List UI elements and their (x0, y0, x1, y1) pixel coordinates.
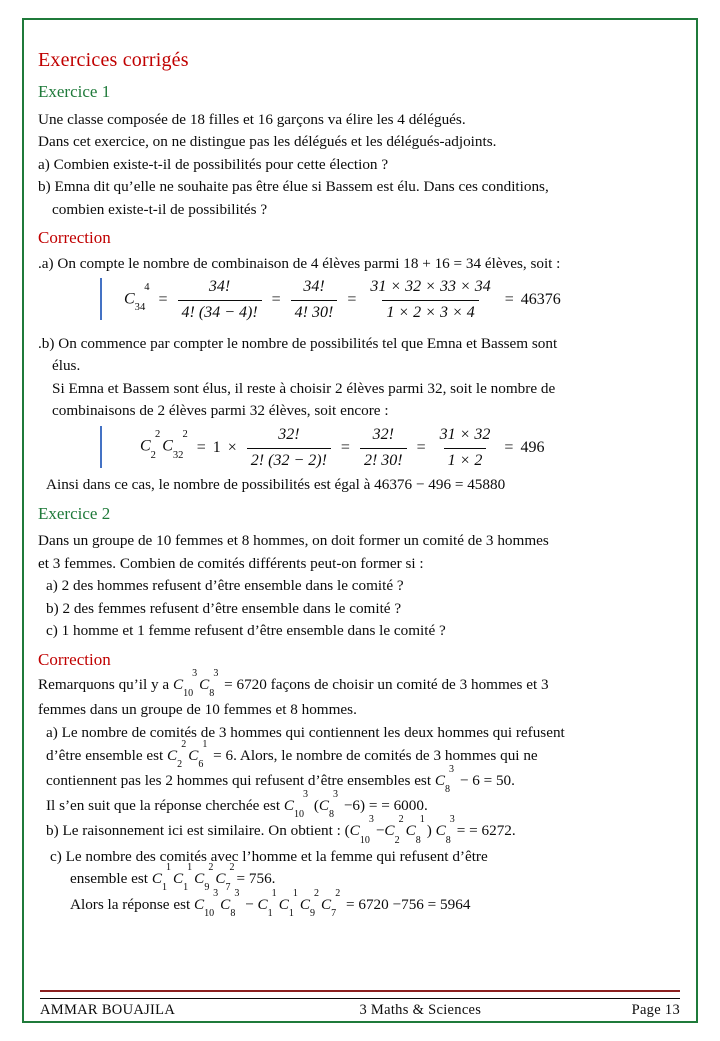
correction-2c-line-1: c) Le nombre des comités avec l’homme et la femme qui refusent d’être (50, 847, 488, 865)
exercise-2-line-4: b) 2 des femmes refusent d’être ensemble dans le comité ? (46, 599, 402, 617)
exercise-2-line-1: Dans un groupe de 10 femmes et 8 hommes, on doit former un comité de 3 hommes (38, 532, 549, 549)
fraction-3: $\frac{31 \times 32}{1 \times 2}$ (436, 424, 495, 472)
text-fragment: = 6. Alors, le nombre de comités de 3 hommes qui ne (209, 746, 538, 764)
binomial-symbol: $C_{34}^4$ (124, 281, 150, 314)
binomial-symbol: $C_8^3$ (220, 887, 240, 919)
binomial-symbol: $C_{32}^2$ (162, 429, 188, 461)
binomial-symbol: $C_2^2$ (167, 738, 187, 770)
text-fragment: Il s’en suit que la réponse cherchée est (46, 797, 284, 815)
correction-2a-line-4 (46, 789, 686, 821)
fraction-2: $\frac{34!}{4! 30!}$ (291, 276, 338, 324)
equation-1a: $C_{34}^4$ = $\frac{34!}{4! (34 - 4)!}$ = $\frac{34!}{4! 30!}$ = $\frac{31 \times 32 \times 33 \times 34}{1 \times 2 \times 3 \times 4}$ = 46376 (38, 276, 686, 324)
footer-subject: 3 Maths & Sciences (359, 1002, 482, 1018)
text-fragment: = 6720 façons de choisir un comité de 3 hommes et 3 (220, 676, 549, 694)
correction-1b-conclusion: Ainsi dans ce cas, le nombre de possibilités est égal à 46376 − 496 = 45880 (46, 476, 506, 494)
binomial-symbol: $C_{10}^3$ (194, 887, 219, 919)
fraction-1: $\frac{32!}{2! (32 - 2)!}$ (247, 424, 331, 472)
footer-rule-thick (40, 990, 680, 993)
exercise-1-line-5: combien existe-t-il de possibilités ? (52, 200, 268, 218)
binomial-symbol: $C_8^3$ (318, 789, 339, 821)
correction-1a-text: .a) On compte le nombre de combinaison de 4 élèves parmi 18 + 16 = 34 élèves, soit : (38, 254, 561, 272)
text-fragment: = 756. (236, 870, 276, 888)
correction-2a-line-1: a) Le nombre de comités de 3 hommes qui contiennent les deux hommes qui refusent (46, 723, 565, 741)
binomial-symbol: $C_1^1$ (173, 862, 193, 894)
binomial-symbol: $C_8^3$ (435, 814, 455, 846)
text-fragment: = 6720 −756 = 5964 (342, 895, 471, 913)
exercise-1-line-3: a) Combien existe-t-il de possibilités pour cette élection ? (38, 155, 389, 173)
equation-1b-one: 1 (212, 438, 221, 456)
text-fragment: ) (426, 822, 436, 840)
binomial-symbol: $C_8^3$ (434, 763, 455, 795)
text-fragment: Remarquons qu’il y a (38, 676, 173, 694)
equation-1a-result: 46376 (520, 290, 561, 308)
correction-1-heading: Correction (38, 228, 111, 248)
equation-1b-result: 496 (520, 438, 545, 456)
binomial-symbol: $C_2^2$ (384, 814, 404, 846)
exercise-1-heading: Exercice 1 (38, 82, 111, 102)
fraction-1: $\frac{34!}{4! (34 - 4)!}$ (178, 276, 262, 324)
correction-2c-line-2 (70, 862, 686, 894)
binomial-symbol: $C_1^1$ (257, 887, 277, 919)
fraction-2: $\frac{32!}{2! 30!}$ (360, 424, 407, 472)
exercise-2-line-5: c) 1 homme et 1 femme refusent d’être ensemble dans le comité ? (46, 622, 446, 640)
text-fragment: ( (310, 797, 319, 815)
correction-2a-line-3 (46, 763, 686, 795)
binomial-symbol: $C_8^1$ (405, 814, 425, 846)
text-fragment: d’être ensemble est (46, 746, 168, 764)
correction-2b-line-1 (46, 814, 686, 846)
binomial-symbol: $C_{10}^3$ (349, 814, 374, 846)
text-fragment: = = 6272. (456, 822, 516, 840)
text-fragment: ensemble est (70, 870, 152, 888)
binomial-symbol: $C_7^2$ (321, 887, 341, 919)
correction-2a-line-2 (46, 738, 686, 770)
exercise-2-heading: Exercice 2 (38, 503, 111, 523)
binomial-symbol: $C_1^1$ (151, 862, 171, 894)
footer-page-number: Page 13 (631, 1002, 680, 1018)
correction-2c-line-3 (70, 887, 686, 919)
correction-1b-line-3: Si Emna et Bassem sont élus, il reste à choisir 2 élèves parmi 32, soit le nombre de (52, 379, 556, 397)
text-fragment: b) Le raisonnement ici est similaire. On obtient : ( (46, 822, 350, 840)
text-fragment: − (241, 895, 258, 913)
exercise-2-line-3: a) 2 des hommes refusent d’être ensemble dans le comité ? (46, 577, 404, 595)
exercise-1-line-1: Une classe composée de 18 filles et 16 garçons va élire les 4 délégués. (38, 110, 466, 128)
binomial-symbol: $C_{10}^3$ (283, 789, 309, 821)
exercise-2-line-2: et 3 femmes. Combien de comités différents peut-on former si : (38, 554, 424, 572)
exercise-1-line-4: b) Emna dit qu’elle ne souhaite pas être élue si Bassem est élu. Dans ces conditions, (38, 178, 549, 196)
binomial-symbol: $C_8^3$ (199, 668, 219, 700)
exercise-1-line-2: Dans cet exercice, on ne distingue pas les délégués et les délégués-adjoints. (38, 133, 497, 151)
binomial-symbol: $C_2^2$ (140, 429, 161, 461)
footer-rule-thin (40, 998, 680, 999)
equation-1b: $C_2^2$ $C_{32}^2$ = 1 × $\frac{32!}{2! (32 - 2)!}$ = $\frac{32!}{2! 30!}$ = $\frac{31 \times 32}{1 \times 2}$ = 496 (38, 424, 686, 472)
correction-2-intro-line-2: femmes dans un groupe de 10 femmes et 8 hommes. (38, 701, 357, 719)
binomial-symbol: $C_9^2$ (194, 862, 214, 894)
text-fragment: contiennent pas les 2 hommes qui refusent d’être ensembles est (46, 771, 435, 789)
binomial-symbol: $C_7^2$ (215, 862, 235, 894)
correction-1b-line-2: élus. (52, 357, 81, 375)
document-content (38, 46, 686, 996)
correction-2-intro-line-1 (38, 668, 686, 700)
binomial-symbol: $C_{10}^3$ (172, 668, 198, 700)
binomial-symbol: $C_9^2$ (299, 887, 320, 919)
fraction-3: $\frac{31 \times 32 \times 33 \times 34}{1 \times 2 \times 3 \times 4}$ (366, 276, 494, 324)
page-title: Exercices corrigés (38, 49, 189, 71)
correction-2-heading: Correction (38, 649, 111, 669)
page-footer (40, 990, 680, 1020)
binomial-symbol: $C_1^1$ (278, 887, 298, 919)
text-fragment: Alors la réponse est (70, 895, 194, 913)
correction-1b-line-4: combinaisons de 2 élèves parmi 32 élèves, soit encore : (52, 402, 389, 420)
text-fragment: −6) = = 6000. (340, 797, 428, 815)
text-fragment: − 6 = 50. (456, 771, 515, 789)
text-fragment: − (375, 822, 385, 840)
footer-author: AMMAR BOUAJILA (40, 1002, 176, 1018)
correction-1b-line-1: .b) On commence par compter le nombre de possibilités tel que Emna et Bassem sont (38, 334, 558, 352)
binomial-symbol: $C_6^1$ (188, 738, 208, 770)
